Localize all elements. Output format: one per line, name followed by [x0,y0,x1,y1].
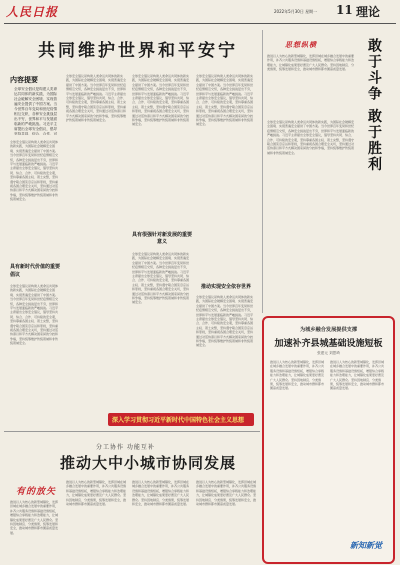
masthead-rule [4,23,396,24]
page-number: 11 [336,3,353,17]
masthead [0,0,400,24]
subheading-development: 具有很强针对新发展的重要意义 [131,232,192,245]
body-text: 全球安全倡议是构建人类命运共同体的新实践，为国际社会破解安全困境、实现普遍安全提供了中国方案。当今世界百年变局和世纪疫情相互交织，各种安全挑战层出不穷，世界和平与发展面临新的严峻挑战。习近平主席提出全球安全倡议，倡导坚持共同、综合、合作、可持续的安全观，坚持尊重各国主权、领土完整，坚持遵守联合国宪章宗旨和原则，坚持重视各国合理安全关切，坚持通过对话协商以和平方式解决国家间的分歧和争端，坚持统筹维护传统领域和非传统领域安全。 [196,74,254,127]
newspaper-logo: 人民日报 [6,5,59,19]
body-text: 全球安全倡议是构建人类命运共同体的新实践，为国际社会破解安全困境、实现普遍安全提供了中国方案。当今世界百年变局和世纪疫情相互交织，各种安全挑战层出不穷，世界和平与发展面临新的严峻挑战。习近平主席提出全球安全倡议，倡导坚持共同、综合、合作、可持续的安全观，坚持尊重各国主权、领土完整，坚持遵守联合国宪章宗旨和原则，坚持重视各国合理安全关切，坚持通过对话协商以和平方式解决国家间的分歧和争端，坚持统筹维护传统领域和非传统领域安全。 [132,252,190,305]
body-text: 全球安全倡议是构建人类命运共同体的新实践，为国际社会破解安全困境、实现普遍安全提供了中国方案。当今世界百年变局和世纪疫情相互交织，各种安全挑战层出不穷，世界和平与发展面临新的严峻挑战。习近平主席提出全球安全倡议，倡导坚持共同、综合、合作、可持续的安全观，坚持尊重各国主权、领土完整，坚持遵守联合国宪章宗旨和原则，坚持重视各国合理安全关切，坚持通过对话协商以和平方式解决国家间的分歧和争端，坚持统筹维护传统领域和非传统领域安全。 [66,74,126,123]
boxed-kicker: 为城乡融合发展提供支撑 [299,327,358,333]
main-headline: 共同维护世界和平安宁 [38,41,238,61]
body-text: 全球安全倡议是构建人类命运共同体的新实践，为国际社会破解安全困境、实现普遍安全提供了中国方案。当今世界百年变局和世纪疫情相互交织，各种安全挑战层出不穷，世界和平与发展面临新的严峻挑战。习近平主席提出全球安全倡议，倡导坚持共同、综合、合作、可持续的安全观，坚持尊重各国主权、领土完整，坚持遵守联合国宪章宗旨和原则，坚持重视各国合理安全关切，坚持通过对话协商以和平方式解决国家间的分歧和争端，坚持统筹维护传统领域和非传统领域安全。 [267,120,355,155]
body-text: 全球安全倡议是构建人类命运共同体的新实践，为国际社会破解安全困境、实现普遍安全提供了中国方案。当今世界百年变局和世纪疫情相互交织，各种安全挑战层出不穷，世界和平与发展面临新的严峻挑战。习近平主席提出全球安全倡议，倡导坚持共同、综合、合作、可持续的安全观，坚持尊重各国主权、领土完整，坚持遵守联合国宪章宗旨和原则，坚持重视各国合理安全关切，坚持通过对话协商以和平方式解决国家间的分歧和争端，坚持统筹维护传统领域和非传统领域安全。 [10,284,59,346]
body-text: 全球安全倡议是构建人类命运共同体的新实践，为国际社会破解安全困境、实现普遍安全提供了中国方案。当今世界百年变局和世纪疫情相互交织，各种安全挑战层出不穷，世界和平与发展面临新的严峻挑战。习近平主席提出全球安全倡议，倡导坚持共同、综合、合作、可持续的安全观，坚持尊重各国主权、领土完整，坚持遵守联合国宪章宗旨和原则，坚持重视各国合理安全关切，坚持通过对话协商以和平方式解决国家间的分歧和争端，坚持统筹维护传统领域和非传统领域安全。 [132,74,190,127]
summary-text: 全球安全倡议是构建人类命运共同体的新实践，为国际社会破解安全困境、实现普遍安全提供了中国方案。当今世界百年变局和世纪疫情相互交织，各种安全挑战层出不穷，世界和平与发展面临新的严峻挑战。习近平主席提出全球安全倡议，倡导坚持共同、综合、合作、可 [14,87,58,135]
body-text: 推进以人为核心的新型城镇化，发挥县城在城乡融合发展中的重要作用，补齐公共服务设施和基础设施短板，增强综合承载能力和治理能力，让城镇化成果更好惠及广大人民群众。坚持因地制宜、分类施策，统筹发展和安全，推动城市群和都市圈高质量发展。 [66,480,126,507]
subheading-summary: 内容提要 [10,75,38,84]
boxed-headline: 加速补齐县城基础设施短板 [274,339,383,349]
sidebar-title: 敢于斗争 敢于胜利 [366,38,382,173]
body-text: 推进以人为核心的新型城镇化，发挥县城在城乡融合发展中的重要作用，补齐公共服务设施和基础设施短板，增强综合承载能力和治理能力，让城镇化成果更好惠及广大人民群众。坚持因地制宜、分类施策，统筹发展和安全，推动城市群和都市圈高质量发展。 [330,360,385,391]
subheading-security: 推动实现安全依存世界 [200,284,251,290]
body-text: 全球安全倡议是构建人类命运共同体的新实践，为国际社会破解安全困境、实现普遍安全提供了中国方案。当今世界百年变局和世纪疫情相互交织，各种安全挑战层出不穷，世界和平与发展面临新的严峻挑战。习近平主席提出全球安全倡议，倡导坚持共同、综合、合作、可持续的安全观，坚持尊重各国主权、领土完整，坚持遵守联合国宪章宗旨和原则，坚持重视各国合理安全关切，坚持通过对话协商以和平方式解决国家间的分歧和争端，坚持统筹维护传统领域和非传统领域安全。 [10,140,59,202]
body-text: 推进以人为核心的新型城镇化，发挥县城在城乡融合发展中的重要作用，补齐公共服务设施和基础设施短板，增强综合承载能力和治理能力，让城镇化成果更好惠及广大人民群众。坚持因地制宜、分类施策，统筹发展和安全，推动城市群和都市圈高质量发展。 [10,500,59,535]
lower-kicker: 分工协作 功能互补 [96,444,155,451]
sidebar-label: 思想纵横 [285,40,317,49]
body-text: 全球安全倡议是构建人类命运共同体的新实践，为国际社会破解安全困境、实现普遍安全提供了中国方案。当今世界百年变局和世纪疫情相互交织，各种安全挑战层出不穷，世界和平与发展面临新的严峻挑战。习近平主席提出全球安全倡议，倡导坚持共同、综合、合作、可持续的安全观，坚持尊重各国主权、领土完整，坚持遵守联合国宪章宗旨和原则，坚持重视各国合理安全关切，坚持通过对话协商以和平方式解决国家间的分歧和争端，坚持统筹维护传统领域和非传统领域安全。 [196,295,254,348]
body-text: 推进以人为核心的新型城镇化，发挥县城在城乡融合发展中的重要作用，补齐公共服务设施和基础设施短板，增强综合承载能力和治理能力，让城镇化成果更好惠及广大人民群众。坚持因地制宜、分类施策，统筹发展和安全，推动城市群和都市圈高质量发展。 [270,360,325,391]
boxed-article [262,316,395,564]
boxed-byline: 张建元 刘思琦 [317,351,340,355]
banner-text: 深入学习贯彻习近平新时代中国特色社会主义思想 [112,417,245,424]
masthead-date: 2022年5月30日 星期一 [274,9,318,14]
body-text: 推进以人为核心的新型城镇化，发挥县城在城乡融合发展中的重要作用，补齐公共服务设施和基础设施短板，增强综合承载能力和治理能力，让城镇化成果更好惠及广大人民群众。坚持因地制宜、分类施策，统筹发展和安全，推动城市群和都市圈高质量发展。 [132,480,190,507]
lower-headline: 推动大中小城市协同发展 [60,454,237,472]
body-text: 推进以人为核心的新型城镇化，发挥县城在城乡融合发展中的重要作用，补齐公共服务设施和基础设施短板，增强综合承载能力和治理能力，让城镇化成果更好惠及广大人民群众。坚持因地制宜、分类施策，统筹发展和安全，推动城市群和都市圈高质量发展。 [196,480,256,507]
boxed-footer-stamp: 新知新觉 [350,540,382,550]
subheading-new-era: 具有新时代价值的重要倡议 [10,264,61,278]
section-name: 理论 [356,5,381,19]
section-divider [4,431,260,432]
lower-stamp: 有的放矢 [16,487,57,497]
theme-banner [108,413,254,426]
sidebar-commentary [262,30,397,313]
body-text: 推进以人为核心的新型城镇化，发挥县城在城乡融合发展中的重要作用，补齐公共服务设施和基础设施短板，增强综合承载能力和治理能力，让城镇化成果更好惠及广大人民群众。坚持因地制宜、分类施策，统筹发展和安全，推动城市群和都市圈高质量发展。 [267,54,355,72]
